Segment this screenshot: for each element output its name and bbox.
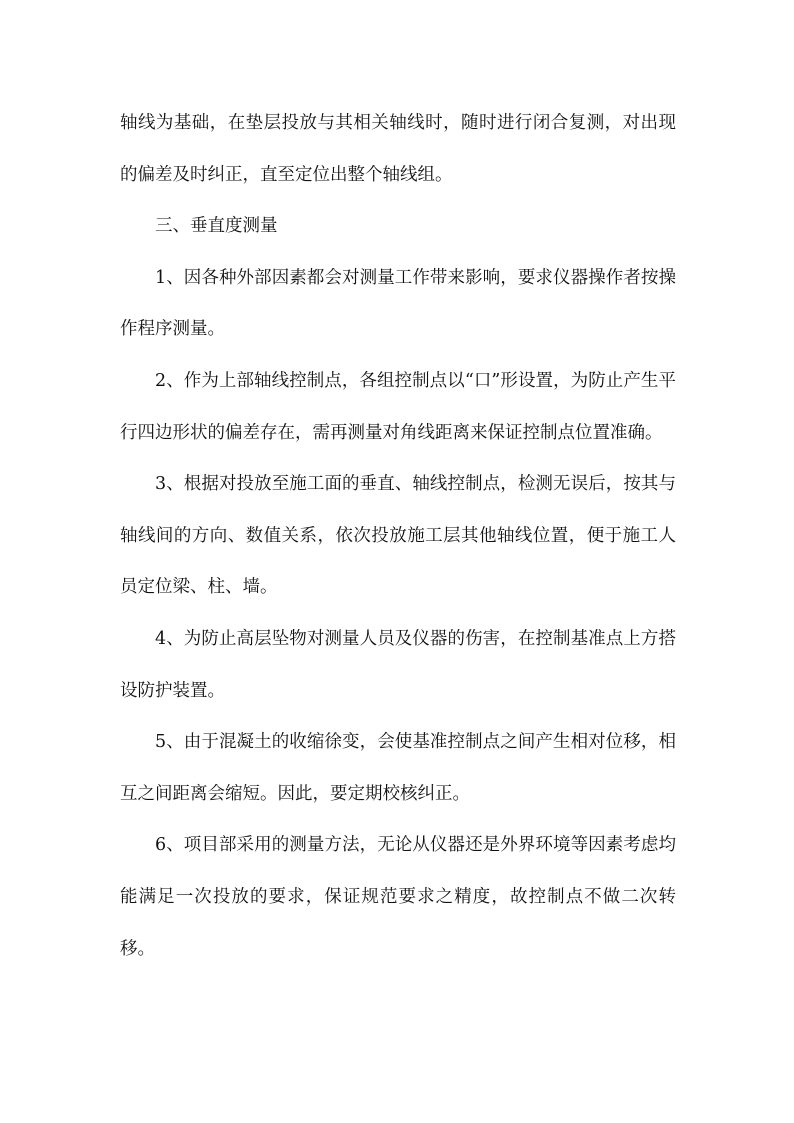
paragraph-item-1: 1、因各种外部因素都会对测量工作带来影响，要求仪器操作者按操作程序测量。 xyxy=(120,267,676,340)
document-body xyxy=(120,98,676,975)
paragraph-item-4: 4、为防止高层坠物对测量人员及仪器的伤害，在控制基准点上方搭设防护装置。 xyxy=(120,628,676,701)
paragraph-item-5: 5、由于混凝土的收缩徐变，会使基准控制点之间产生相对位移，相互之间距离会缩短。因此，要定期校核纠正。 xyxy=(120,732,676,804)
paragraph-item-2: 2、作为上部轴线控制点，各组控制点以“口”形设置，为防止产生平行四边形状的偏差存在，需再测量对角线距离来保证控制点位置准确。 xyxy=(120,370,676,443)
paragraph-continuation: 轴线为基础，在垫层投放与其相关轴线时，随时进行闭合复测，对出现的偏差及时纠正，直至定位出整个轴线组。 xyxy=(120,113,676,185)
paragraph-item-6: 6、项目部采用的测量方法，无论从仪器还是外界环境等因素考虑均能满足一次投放的要求，保证规范要求之精度，故控制点不做二次转移。 xyxy=(120,835,676,959)
section-heading: 三、垂直度测量 xyxy=(155,216,278,237)
paragraph-item-3: 3、根据对投放至施工面的垂直、轴线控制点，检测无误后，按其与轴线间的方向、数值关系，依次投放施工层其他轴线位置，便于施工人员定位梁、柱、墙。 xyxy=(120,474,676,598)
